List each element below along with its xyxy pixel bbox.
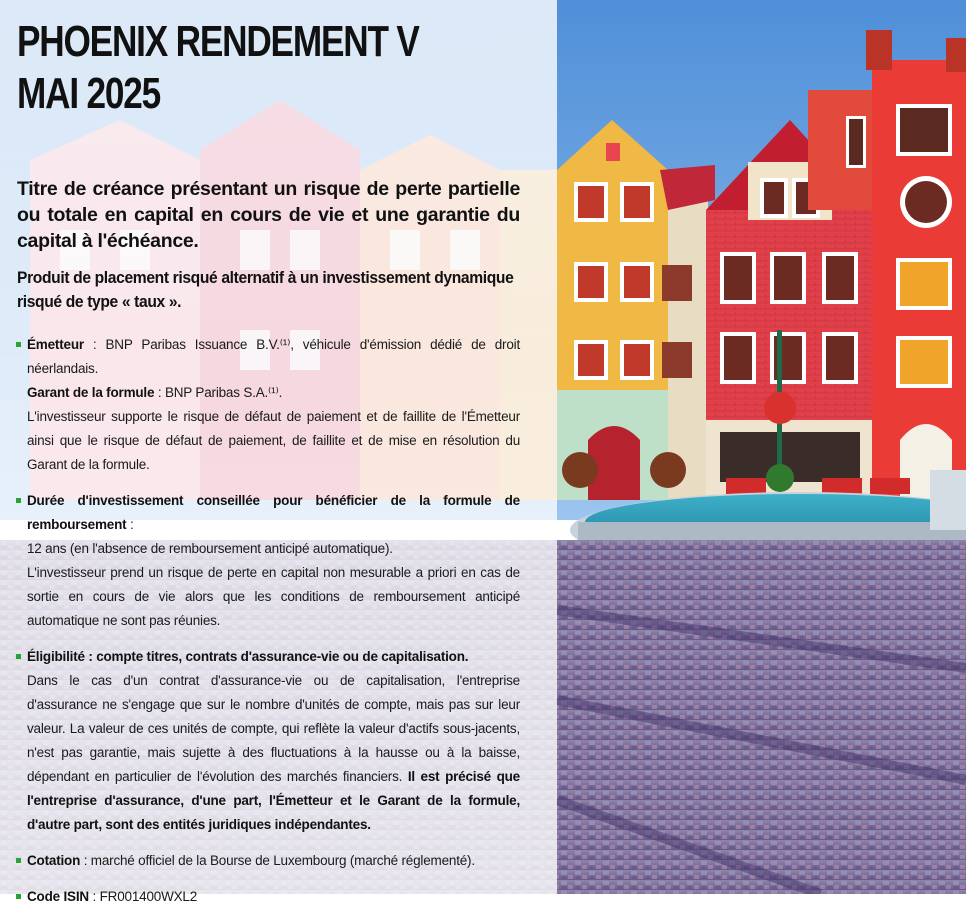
bullet-list [16, 333, 520, 921]
title-line-2: MAI 2025 [17, 69, 161, 118]
isin-code: : FR001400WXL2 [88, 889, 198, 904]
eligibilite-body [27, 669, 520, 837]
lead-subparagraph [17, 266, 519, 314]
duree-separator: : [126, 517, 134, 532]
emetteur-text: : BNP Paribas Issuance B.V.⁽¹⁾, véhicule d'émission dédié de droit néerlandais. [27, 337, 520, 376]
duree-risk-text: L'investisseur prend un risque de perte en capital non mesurable a priori en cas de sortie en cours de vie alors que les conditions de remboursement anticipé automatique ne sont pas réunies. [27, 565, 520, 628]
eligibilite-bold-text: Il est précisé que l'entreprise d'assurance, d'une part, l'Émetteur et le Garant de la formule, d'autre part, sont des entités juridiques indépendantes. [27, 769, 520, 832]
green-square-bullet-icon [16, 498, 21, 503]
garant-line [27, 381, 520, 405]
bullet-eligibilite [16, 645, 520, 837]
cotation-line [27, 849, 520, 873]
garant-text: : BNP Paribas S.A.⁽¹⁾. [154, 385, 283, 400]
eligibilite-heading [27, 645, 520, 669]
page-title [17, 16, 433, 120]
garant-label: Garant de la formule [27, 385, 155, 400]
green-square-bullet-icon [16, 858, 21, 863]
eligibilite-label: Éligibilité : compte titres, contrats d'assurance-vie ou de capitalisation. [27, 649, 469, 664]
title-line-1: PHOENIX RENDEMENT V [17, 17, 419, 66]
duree-heading [27, 489, 520, 537]
green-square-bullet-icon [16, 654, 21, 659]
cotation-label: Cotation [27, 853, 81, 868]
bullet-duree [16, 489, 520, 633]
duree-text: 12 ans (en l'absence de remboursement anticipé automatique). [27, 541, 393, 556]
lead-subparagraph-line-1: Produit de placement risqué alternatif à un investissement dynamique [17, 268, 514, 287]
green-square-bullet-icon [16, 894, 21, 899]
duree-label: Durée d'investissement conseillée pour bénéficier de la formule de remboursement [27, 493, 520, 532]
eligibilite-text: Dans le cas d'un contrat d'assurance-vie ou de capitalisation, l'entreprise d'assurance ne s'engage que sur le nombre d'unités de compte, mais pas sur leur valeur. La valeur de ces unités de compte, qui reflète la valeur d'actifs sous-jacents, n'est pas garantie, mais sujette à des fluctuations à la hausse ou à la baisse, dépendant en particulier de l'évolution des marchés financiers. [27, 673, 520, 784]
lead-subparagraph-line-2: risqué de type « taux ». [17, 292, 182, 311]
bullet-emetteur [16, 333, 520, 477]
green-square-bullet-icon [16, 342, 21, 347]
isin-line [27, 885, 520, 909]
cotation-text: : marché officiel de la Bourse de Luxembourg (marché réglementé). [80, 853, 475, 868]
emetteur-label: Émetteur [27, 337, 84, 352]
emetteur-line [27, 333, 520, 381]
isin-label: Code ISIN [27, 889, 89, 904]
bullet-isin [16, 885, 520, 909]
emetteur-risk-text: L'investisseur supporte le risque de défaut de paiement et de faillite de l'Émetteur ainsi que le risque de défaut de paiement, de faillite et de mise en résolution du Garant de la formule. [27, 409, 520, 472]
lead-paragraph: Titre de créance présentant un risque de perte partielle ou totale en capital en cours de vie et une garantie du capital à l'échéance. [17, 178, 520, 252]
bullet-cotation [16, 849, 520, 873]
